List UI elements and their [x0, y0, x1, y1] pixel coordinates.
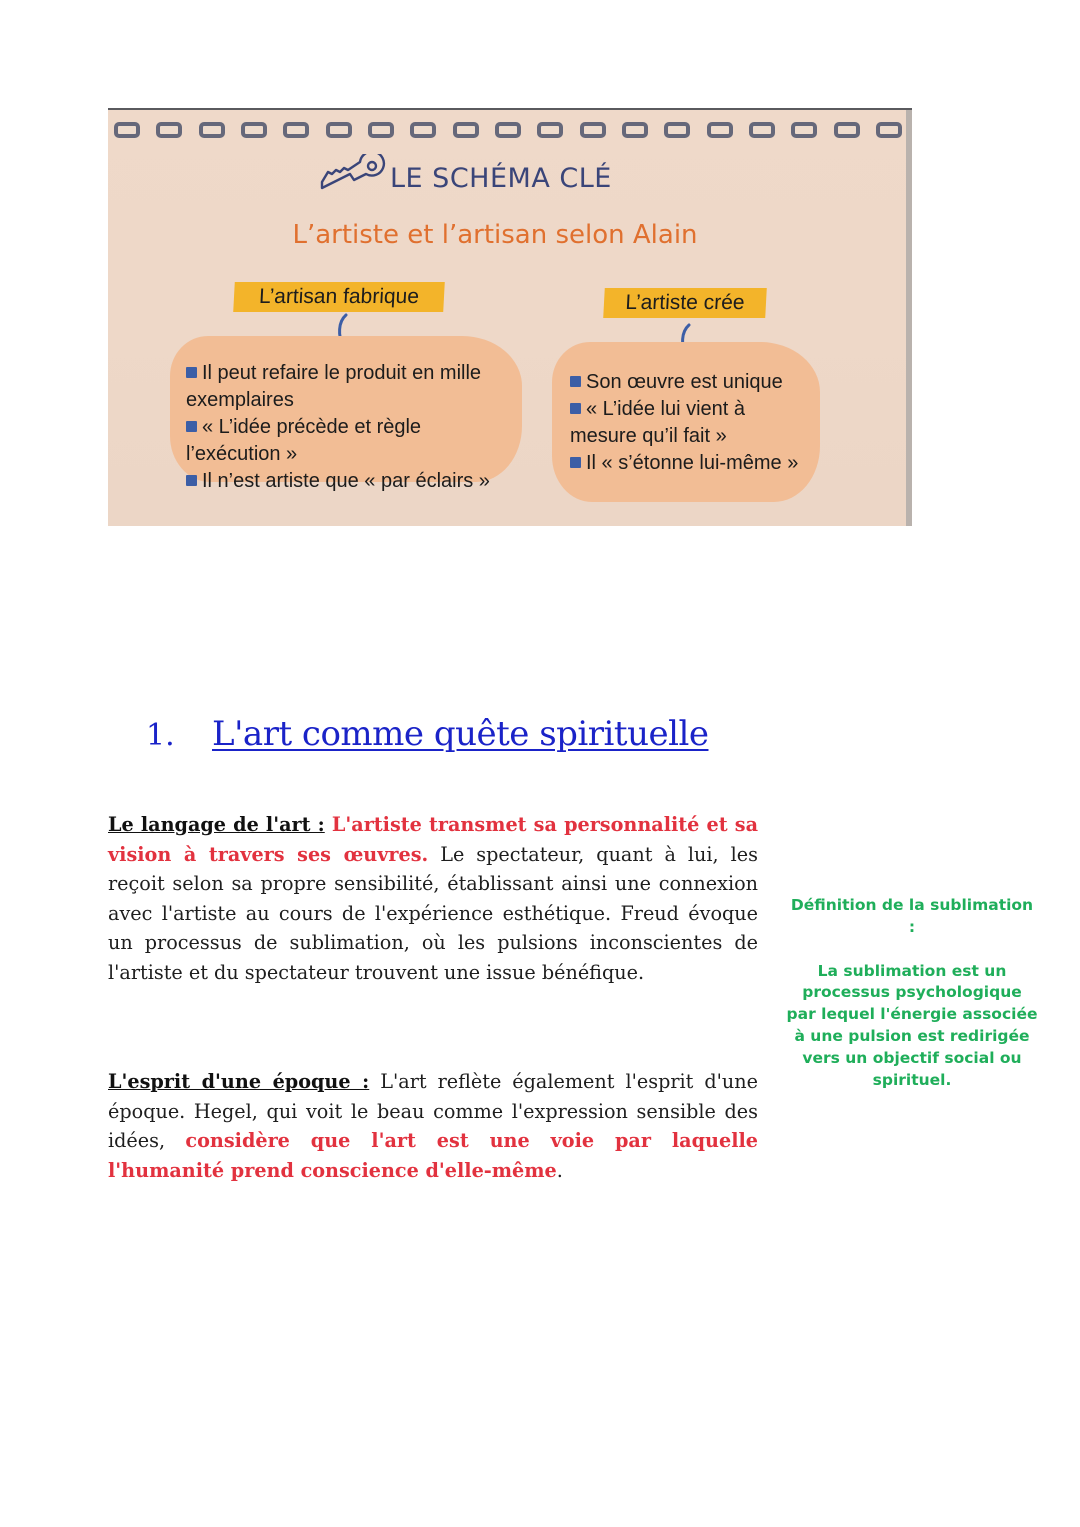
artiste-bubble [552, 342, 820, 502]
spiral-hole [156, 122, 182, 138]
spiral-hole [114, 122, 140, 138]
artiste-bullet: « L’idée lui vient à mesure qu’il fait » [570, 398, 746, 447]
key-icon [318, 154, 386, 194]
spiral-hole [834, 122, 860, 138]
artiste-bullet: Son œuvre est unique [570, 369, 814, 396]
paragraph-lead: Le langage de l'art : [108, 813, 325, 836]
schema-photo [108, 108, 912, 526]
spiral-hole [876, 122, 902, 138]
section-title: L'art comme quête spirituelle [212, 714, 709, 754]
bullet-square-icon [570, 457, 581, 468]
artiste-label: L’artiste crée [603, 288, 767, 318]
spiral-hole [749, 122, 775, 138]
sublimation-definition [786, 895, 1038, 1091]
artisan-bullet: Il peut refaire le produit en mille exemplaires [186, 362, 482, 411]
paragraph-esprit-epoque [108, 1067, 758, 1185]
artisan-bubble [170, 336, 522, 492]
bullet-square-icon [186, 367, 197, 378]
spiral-hole [326, 122, 352, 138]
paragraph-text: Le spectateur, quant à lui, les reçoit selon sa propre sensibilité, établissant ainsi une connexion avec l'artiste au cours de l'expérience esthétique. Freud évoque un processus de sublimation, où les pulsions inconscientes de l'artiste et du spectateur trouvent une issue bénéfique. [108, 842, 758, 984]
section-heading [146, 714, 708, 754]
spiral-hole [495, 122, 521, 138]
spiral-hole [791, 122, 817, 138]
spiral-hole [368, 122, 394, 138]
spiral-hole [622, 122, 648, 138]
bullet-square-icon [186, 475, 197, 486]
artisan-bullet: « L’idée précède et règle l’exécution » [186, 416, 422, 465]
spiral-hole [241, 122, 267, 138]
schema-subtitle: L’artiste et l’artisan selon Alain [292, 220, 698, 250]
spiral-hole [664, 122, 690, 138]
artisan-bullet: Il n’est artiste que « par éclairs » [186, 468, 512, 495]
paragraph-text: L'art reflète également l'esprit d'une époque. Hegel, qui voit le beau comme l'expression sensible des idées, [108, 1070, 759, 1153]
spiral-hole [537, 122, 563, 138]
bullet-square-icon [186, 421, 197, 432]
sidenote-heading: Définition de la sublimation : [790, 896, 1034, 936]
artisan-label: L’artisan fabrique [233, 282, 445, 312]
spiral-hole [410, 122, 436, 138]
spiral-hole [580, 122, 606, 138]
schema-title: LE SCHÉMA CLÉ [390, 163, 612, 194]
spiral-binding [114, 122, 902, 138]
artiste-bullet: Il « s’étonne lui-même » [570, 450, 814, 477]
spiral-hole [283, 122, 309, 138]
highlighted-text: considère que l'art est une voie par laquelle l'humanité prend conscience d'elle-même [108, 1129, 758, 1182]
paragraph-end: . [556, 1158, 563, 1182]
bullet-square-icon [570, 376, 581, 387]
highlighted-text: L'artiste transmet sa personnalité et sa vision à travers ses œuvres. [108, 813, 758, 866]
bullet-square-icon [570, 403, 581, 414]
sidenote-body: La sublimation est un processus psychologique par lequel l'énergie associée à une pulsion est redirigée vers un objectif social ou spirituel. [786, 961, 1038, 1089]
spiral-hole [199, 122, 225, 138]
schema-title-row [318, 154, 612, 194]
section-number: 1. [146, 718, 175, 753]
paragraph-lead: L'esprit d'une époque : [108, 1070, 370, 1093]
spiral-hole [707, 122, 733, 138]
paragraph-langage-art [108, 810, 758, 988]
spiral-hole [453, 122, 479, 138]
